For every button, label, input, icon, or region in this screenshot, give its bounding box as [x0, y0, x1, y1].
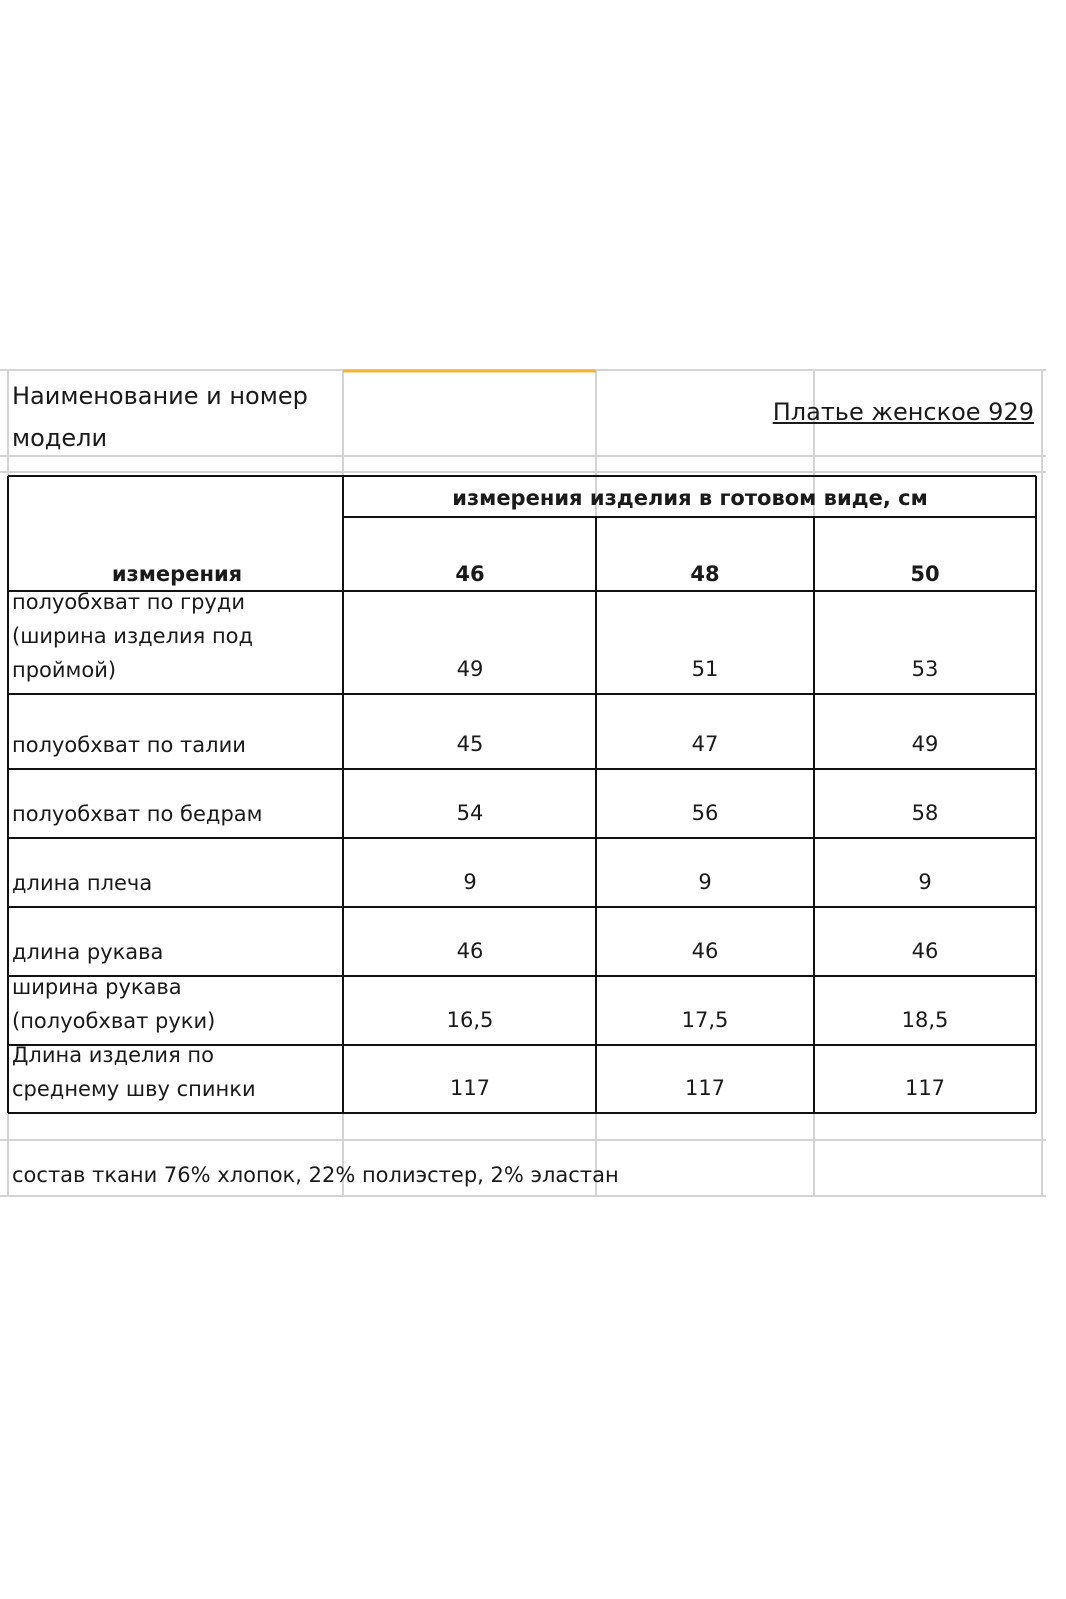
row-label-line: длина рукава [12, 940, 164, 964]
row-value-size-46[interactable]: 9 [463, 870, 477, 894]
row-label-line: среднему шву спинки [12, 1077, 256, 1101]
row-value-size-48[interactable]: 17,5 [681, 1008, 729, 1032]
group-header[interactable]: измерения изделия в готовом виде, см [452, 486, 928, 510]
row-value-size-46[interactable]: 45 [456, 732, 484, 756]
row-label-line: полуобхват по талии [12, 733, 246, 757]
row-value-size-48[interactable]: 56 [691, 801, 719, 825]
row-value-size-50[interactable]: 46 [911, 939, 939, 963]
row-label[interactable] [12, 1038, 256, 1106]
row-label-line: Длина изделия по [12, 1043, 214, 1067]
row-label[interactable] [12, 935, 163, 969]
measure-header[interactable]: измерения [111, 562, 243, 586]
row-value-size-50[interactable]: 117 [904, 1076, 946, 1100]
row-label[interactable] [12, 866, 152, 900]
row-label[interactable] [12, 797, 263, 831]
row-value-size-50[interactable]: 58 [911, 801, 939, 825]
model-label-line-2: модели [12, 424, 108, 452]
row-value-size-46[interactable]: 16,5 [446, 1008, 494, 1032]
row-value-size-46[interactable]: 54 [456, 801, 484, 825]
row-label-line: проймой) [12, 658, 117, 682]
row-value-size-48[interactable]: 117 [684, 1076, 726, 1100]
size-header-46[interactable]: 46 [455, 562, 485, 586]
row-value-size-48[interactable]: 46 [691, 939, 719, 963]
row-value-size-48[interactable]: 51 [691, 657, 719, 681]
row-value-size-48[interactable]: 47 [691, 732, 719, 756]
row-label[interactable] [12, 970, 215, 1038]
row-label-line: (полуобхват руки) [12, 1009, 216, 1033]
row-label-line: полуобхват по груди [12, 590, 246, 614]
row-value-size-48[interactable]: 9 [698, 870, 712, 894]
size-header-50[interactable]: 50 [910, 562, 940, 586]
row-value-size-46[interactable]: 49 [456, 657, 484, 681]
row-label-line: (ширина изделия под [12, 624, 254, 648]
row-value-size-50[interactable]: 18,5 [901, 1008, 949, 1032]
row-value-size-46[interactable]: 117 [449, 1076, 491, 1100]
composition-note[interactable]: состав ткани 76% хлопок, 22% полиэстер, 2% эластан [12, 1163, 619, 1187]
row-value-size-46[interactable]: 46 [456, 939, 484, 963]
row-value-size-50[interactable]: 53 [911, 657, 939, 681]
row-label[interactable] [12, 728, 246, 762]
model-label[interactable] [12, 375, 308, 459]
row-label-line: ширина рукава [12, 975, 182, 999]
row-label[interactable] [12, 585, 253, 687]
row-value-size-50[interactable]: 49 [911, 732, 939, 756]
row-label-line: полуобхват по бедрам [12, 802, 263, 826]
row-label-line: длина плеча [12, 871, 153, 895]
size-header-48[interactable]: 48 [690, 562, 720, 586]
row-value-size-50[interactable]: 9 [918, 870, 932, 894]
model-name[interactable]: Платье женское 929 [772, 398, 1034, 426]
model-label-line-1: Наименование и номер [12, 382, 308, 410]
